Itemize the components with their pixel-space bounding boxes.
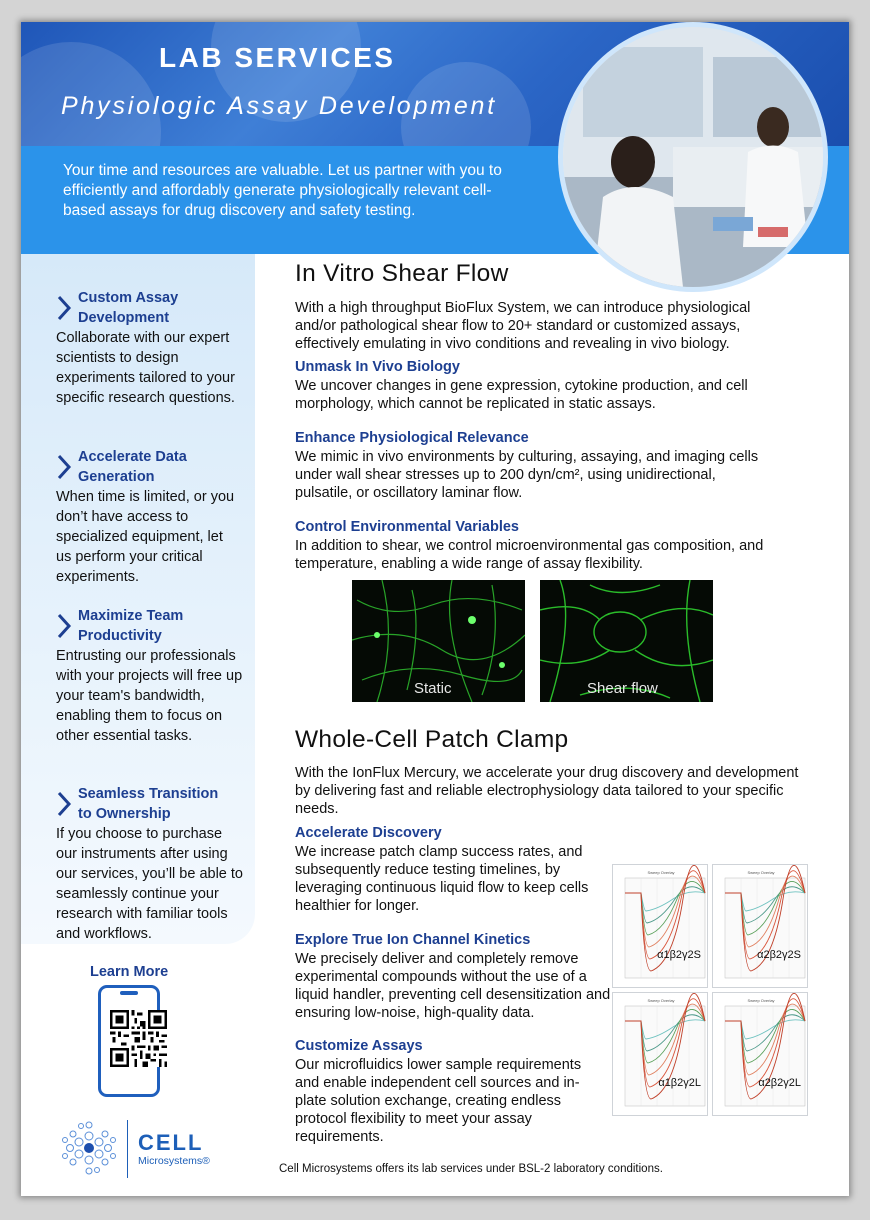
sweep-overlay-plot xyxy=(712,992,808,1116)
sidebar-item-team-productivity xyxy=(56,606,246,746)
patch-intro: With the IonFlux Mercury, we accelerate your drug discovery and development by delivering fast and reliable electrophysiology data tailored to your specific needs. xyxy=(295,765,799,817)
sweep-overlay-title: Sweep Overlay xyxy=(647,870,675,875)
patch-section-title: Accelerate Discovery xyxy=(295,825,442,841)
logo-divider xyxy=(127,1120,128,1178)
chevron-right-icon xyxy=(56,288,78,328)
sidebar-item-body: When time is limited, or you don’t have access to specialized equipment, let us perform your critical experiments. xyxy=(56,489,235,585)
shear-intro: With a high throughput BioFlux System, we can introduce physiological and/or pathological shear flow to 20+ standard or customized assays, effectively emulating in vivo conditions and revealing in vivo biology. xyxy=(295,300,751,352)
header-intro: Your time and resources are valuable. Let us partner with you to efficiently and affordably generate physiologically relevant cell-based assays for drug discovery and safety testing. xyxy=(63,162,502,219)
shear-heading: In Vitro Shear Flow xyxy=(295,260,509,287)
shear-section-title: Control Environmental Variables xyxy=(295,519,519,535)
brochure-page xyxy=(21,22,849,1196)
trace-label: α1β2γ2L xyxy=(658,1077,701,1089)
sweep-overlay-plot xyxy=(612,864,708,988)
learn-more-link[interactable]: Learn More xyxy=(90,964,169,980)
footer-note: Cell Microsystems offers its lab services under BSL-2 laboratory conditions. xyxy=(279,1163,663,1175)
patch-heading: Whole-Cell Patch Clamp xyxy=(295,726,569,753)
micro-label: Shear flow xyxy=(587,680,658,697)
chevron-right-icon xyxy=(56,606,78,646)
sidebar-item-body: Collaborate with our expert scientists to design experiments tailored to your specific research questions. xyxy=(56,330,235,406)
sweep-overlay-title: Sweep Overlay xyxy=(647,998,675,1003)
sidebar-item-title: Custom Assay Development xyxy=(78,290,179,326)
patch-section-title: Explore True Ion Channel Kinetics xyxy=(295,932,531,948)
sidebar-item-title: Accelerate Data Generation xyxy=(78,449,187,485)
lab-photo xyxy=(563,27,823,287)
header-title: LAB SERVICES xyxy=(159,42,396,73)
patch-section-title: Customize Assays xyxy=(295,1038,423,1054)
sidebar-item-body: Entrusting our professionals with your projects will free up your team's bandwidth, enabling them to focus on other essential tasks. xyxy=(56,648,243,744)
shear-section-body: We uncover changes in gene expression, cytokine production, and cell morphology, which cannot be replicated in static assays. xyxy=(295,378,748,412)
sidebar-item-title: Seamless Transition to Ownership xyxy=(78,786,219,822)
qr-code[interactable] xyxy=(110,1010,167,1067)
chevron-right-icon xyxy=(56,447,78,487)
patch-section-body: We precisely deliver and completely remove experimental compounds without the use of a liquid handler, preventing cell desensitization and ensuring low-noise, high-quality data. xyxy=(295,951,611,1021)
shear-section-body: We mimic in vivo environments by culturing, assaying, and imaging cells under wall shear stresses up to 200 dyn/cm², using unidirectional, pulsatile, or oscillatory laminar flow. xyxy=(295,449,759,501)
micro-label: Static xyxy=(414,680,452,697)
shear-flow-microscopy-image xyxy=(540,580,713,702)
sidebar-item-ownership xyxy=(56,784,246,944)
sidebar-item-body: If you choose to purchase our instruments after using our services, you’ll be able to seamlessly continue your research with familiar tools and workflows. xyxy=(56,826,243,942)
trace-label: α2β2γ2S xyxy=(757,949,801,961)
patch-section-body: We increase patch clamp success rates, and subsequently reduce testing timelines, by leveraging continuous liquid flow to keep cells healthier for longer. xyxy=(295,844,589,914)
static-microscopy-image xyxy=(352,580,525,702)
header-subtitle: Physiologic Assay Development xyxy=(61,92,497,120)
shear-section-title: Enhance Physiological Relevance xyxy=(295,430,529,446)
logo-wordmark: CELL xyxy=(138,1130,204,1155)
logo-tagline: Microsystems® xyxy=(138,1155,210,1167)
sweep-overlay-plot xyxy=(612,992,708,1116)
patch-section-body: Our microfluidics lower sample requirements and enable independent cell sources and in-plate solution exchange, creating endless protocol flexibility to meet your assay requirements. xyxy=(295,1057,582,1145)
trace-label: α1β2γ2S xyxy=(657,949,701,961)
sidebar-item-accelerate-data xyxy=(56,447,246,587)
shear-section-body: In addition to shear, we control microenvironmental gas composition, and temperature, enabling a wide range of assay flexibility. xyxy=(295,538,764,572)
trace-label: α2β2γ2L xyxy=(758,1077,801,1089)
shear-section-title: Unmask In Vivo Biology xyxy=(295,359,460,375)
sidebar-item-title: Maximize Team Productivity xyxy=(78,608,184,644)
sidebar-item-custom-assay xyxy=(56,288,246,408)
sweep-overlay-title: Sweep Overlay xyxy=(747,870,775,875)
chevron-right-icon xyxy=(56,784,78,824)
sweep-overlay-title: Sweep Overlay xyxy=(747,998,775,1003)
sweep-overlay-plot xyxy=(712,864,808,988)
